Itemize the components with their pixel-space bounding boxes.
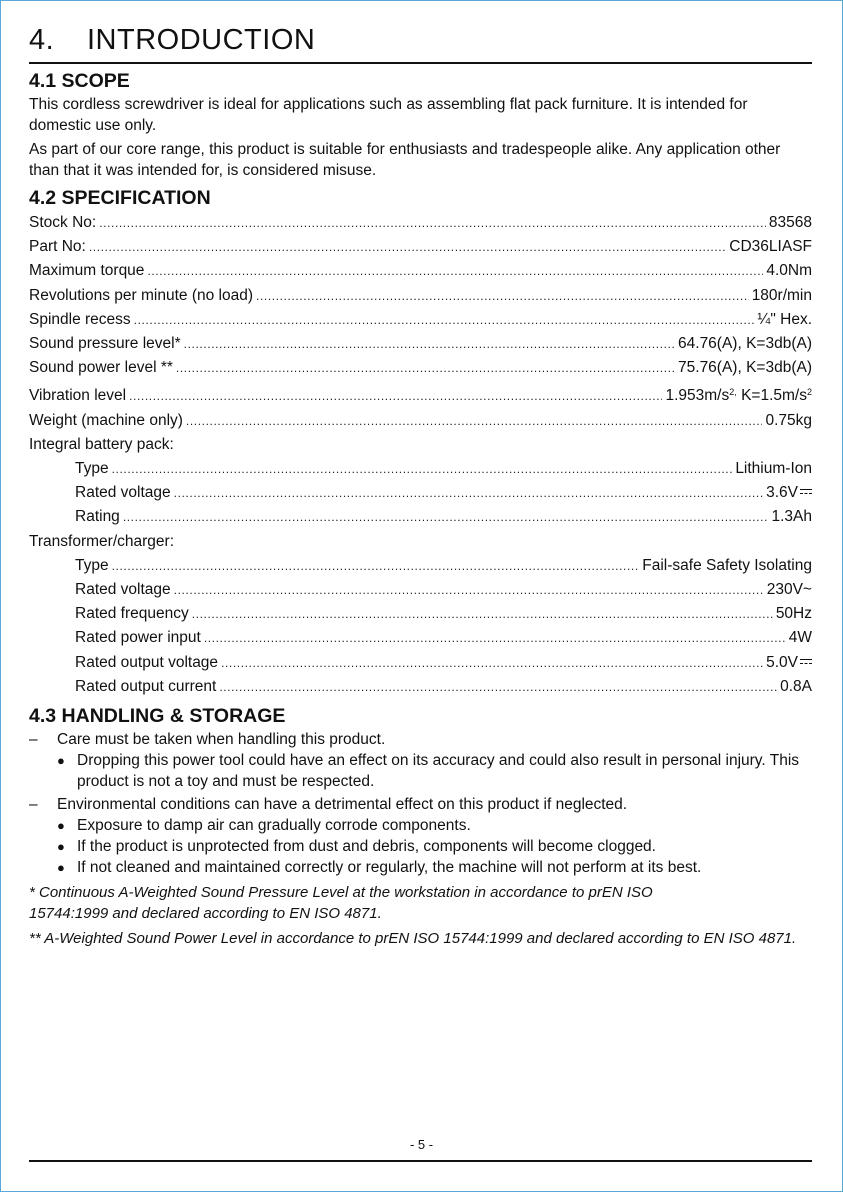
superscript: 2 [806, 387, 812, 398]
spec-label: Sound pressure level* [29, 335, 181, 353]
vibration-value-b: K=1.5m/s [741, 387, 807, 405]
spec-row [29, 481, 812, 505]
spec-value: ¼" Hex. [757, 310, 812, 328]
spec-row [29, 235, 812, 259]
spec-label: Spindle recess [29, 310, 131, 328]
scope-paragraph: This cordless screwdriver is ideal for applications such as assembling flat pack furniture. It is intended for domestic use only. [29, 96, 748, 134]
spec-label: Vibration level [29, 387, 127, 405]
spec-row [29, 675, 812, 699]
handling-heading: 4.3 HANDLING & STORAGE [29, 705, 286, 728]
spec-label: Rated power input [75, 629, 201, 647]
spec-value: 0.8A [780, 677, 812, 695]
page-title [29, 24, 315, 57]
charger-heading: Transformer/charger: [29, 532, 174, 550]
page-number: - 5 - [409, 1137, 434, 1152]
spec-label: Part No: [29, 238, 86, 256]
spec-value: 64.76(A), K=3db(A) [678, 335, 812, 353]
spec-value: 83568 [768, 214, 812, 231]
bullet-text: If the product is unprotected from dust and debris, components will become clogged. [77, 838, 656, 856]
spec-row [29, 578, 812, 602]
bullet-item [29, 750, 812, 792]
leader-dots [204, 626, 786, 650]
spec-row [29, 308, 812, 332]
spec-value: Lithium-Ion [735, 460, 812, 478]
bullet-text: If not cleaned and maintained correctly or regularly, the machine will not perform at its best. [77, 859, 702, 877]
bullet-item [29, 836, 812, 857]
section-number: 4. [29, 24, 55, 56]
spec-label: Revolutions per minute (no load) [29, 286, 254, 304]
dc-symbol-icon [800, 659, 812, 667]
spec-value: CD36LIASF [729, 238, 812, 256]
bullet-text: Exposure to damp air can gradually corrode components. [77, 817, 471, 835]
spec-row [29, 409, 812, 433]
battery-heading: Integral battery pack: [29, 435, 174, 453]
leader-dots [99, 211, 766, 235]
footnote: * Continuous A-Weighted Sound Pressure Level at the workstation in accordance to prEN ISO 15744:1999 and declared according to EN ISO 4871. [29, 884, 653, 923]
leader-dots [176, 356, 675, 380]
spec-label: Rated voltage [75, 484, 171, 502]
spec-row [29, 211, 812, 235]
leader-dots [147, 259, 763, 283]
output-voltage-value: 5.0V [766, 653, 798, 671]
spec-label: Rated output current [75, 677, 217, 695]
spec-row-vibration [29, 380, 812, 408]
bullet-icon: ● [57, 753, 65, 769]
bullet-icon: ● [57, 839, 65, 855]
spec-row [29, 505, 812, 529]
bottom-rule [29, 1160, 812, 1162]
spec-value [665, 380, 812, 408]
leader-dots [219, 675, 777, 699]
dash-marker: – [29, 731, 38, 749]
section-title: INTRODUCTION [87, 24, 316, 56]
spec-value: 50Hz [775, 605, 812, 623]
spec-value: 75.76(A), K=3db(A) [678, 359, 812, 377]
dash-marker: – [29, 796, 38, 814]
bullet-icon: ● [57, 860, 65, 876]
leader-dots [184, 332, 675, 356]
title-rule [29, 62, 812, 64]
specification-heading: 4.2 SPECIFICATION [29, 187, 211, 209]
spec-row [29, 554, 812, 578]
spec-label: Maximum torque [29, 262, 145, 280]
footnote: ** A-Weighted Sound Power Level in accordance to prEN ISO 15744:1999 and declared according to EN ISO 4871. [29, 930, 797, 948]
leader-dots [221, 651, 763, 675]
spec-label: Stock No: [29, 214, 97, 231]
leader-dots [192, 602, 773, 626]
spec-value: 4.0Nm [766, 262, 812, 280]
leader-dots [112, 457, 733, 481]
bullet-icon: ● [57, 818, 65, 834]
bullet-item [29, 857, 812, 878]
spec-row [29, 457, 812, 481]
spec-row [29, 284, 812, 308]
bullet-text: Dropping this power tool could have an effect on its accuracy and could also result in personal injury. This product is not a toy and must be respected. [77, 752, 800, 791]
superscript: 2, [729, 387, 737, 398]
spec-label: Type [75, 556, 109, 574]
leader-dots [186, 409, 763, 433]
spec-label: Rating [75, 508, 120, 526]
spec-row [29, 259, 812, 283]
scope-paragraph: As part of our core range, this product is suitable for enthusiasts and tradespeople alike. Any application other than that it was intended for, is considered misuse. [29, 141, 781, 179]
list-item-text: Care must be taken when handling this product. [57, 731, 386, 749]
spec-value: 230V~ [766, 581, 812, 599]
spec-label: Rated voltage [75, 581, 171, 599]
spec-row [29, 626, 812, 650]
dc-symbol-icon [800, 489, 812, 497]
spec-value: 4W [788, 629, 812, 647]
spec-label: Rated frequency [75, 605, 189, 623]
leader-dots [123, 505, 769, 529]
spec-value: 1.3Ah [771, 508, 812, 526]
leader-dots [129, 384, 662, 408]
vibration-value-a: 1.953m/s [665, 387, 730, 405]
leader-dots [256, 284, 749, 308]
leader-dots [89, 235, 726, 259]
spec-label: Rated output voltage [75, 653, 219, 671]
leader-dots [134, 308, 755, 332]
spec-row [29, 602, 812, 626]
spec-value [766, 481, 812, 505]
spec-label: Weight (machine only) [29, 411, 183, 429]
spec-value: 0.75kg [765, 411, 812, 429]
leader-dots [112, 554, 640, 578]
leader-dots [174, 578, 764, 602]
bullet-item [29, 815, 812, 836]
page-content [29, 68, 812, 949]
spec-value: 180r/min [751, 286, 812, 304]
spec-value: Fail-safe Safety Isolating [642, 556, 812, 574]
leader-dots [174, 481, 763, 505]
spec-value [766, 651, 812, 675]
spec-row [29, 356, 812, 380]
list-item-text: Environmental conditions can have a detrimental effect on this product if neglected. [57, 796, 628, 814]
voltage-value: 3.6V [766, 484, 798, 502]
spec-row [29, 332, 812, 356]
list-item [29, 729, 812, 750]
list-item [29, 794, 812, 815]
spec-row [29, 651, 812, 675]
specification-list [29, 211, 812, 699]
spec-label: Sound power level ** [29, 359, 173, 377]
scope-heading: 4.1 SCOPE [29, 70, 130, 92]
spec-label: Type [75, 460, 109, 478]
